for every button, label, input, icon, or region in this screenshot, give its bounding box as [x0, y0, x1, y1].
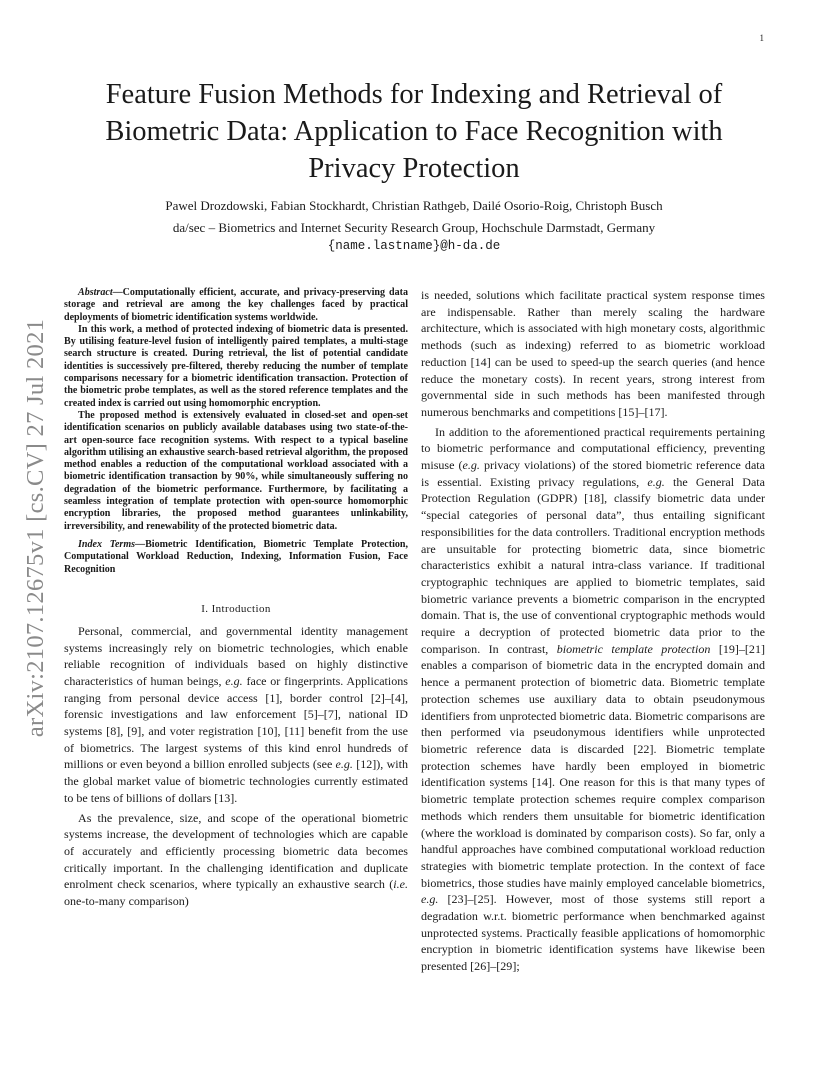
abstract-label: Abstract — [78, 287, 113, 298]
arxiv-identifier-text: arXiv:2107.12675v1 [cs.CV] 27 Jul 2021 — [22, 318, 49, 738]
intro-paragraph-1: Personal, commercial, and governmental identity management systems increasingly rely on biometric technologies, which enable reliable recognition of individuals based on highly distinctive characteristics of human beings, e.g. face or fingerprints. Applications ranging from personal device access [1], border control [2]–[4], forensic investigations and law enforcement [5]–[7], national ID systems [8], [9], and voter registration [10], [11] benefit from the use of biometrics. The largest systems of this kind enrol hundreds of millions or even beyond a billion enrolled subjects (see e.g. [12]), with the global market value of biometric technologies currently estimated to be tens of billions of dollars [13]. — [64, 623, 408, 805]
right-column — [421, 287, 765, 975]
index-terms-label: Index Terms — [78, 538, 136, 550]
author-list: Pawel Drozdowski, Fabian Stockhardt, Christian Rathgeb, Dailé Osorio-Roig, Christoph Busch — [165, 198, 663, 213]
intro-paragraph-2-continued: is needed, solutions which facilitate practical system response times are indispensable. Rather than merely scaling the hardware architecture, which is associated with high monetary costs, algorithmic methods (such as indexing) referred to as biometric workload reduction [14] can be used to speed-up the search queries (and hence reduce the monetary costs). In recent years, strong interest from governmental side in such methods has been manifested through numerous benchmarks and competitions [15]–[17]. — [421, 288, 765, 419]
section-heading-introduction: I. Introduction — [201, 602, 271, 615]
intro-paragraph-2: As the prevalence, size, and scope of the operational biometric systems increase, the development of technologies which are capable of accurately and efficiently processing biometric data becomes critically important. In the challenging identification and duplicate enrolment check scenarios, where typically an exhaustive search (i.e. one-to-many comparison) — [64, 810, 408, 909]
index-terms: Index Terms—Biometric Identification, Biometric Template Protection, Computational Workload Reduction, Indexing, Information Fusion, Face Recognition — [64, 538, 408, 575]
affiliation: da/sec – Biometrics and Internet Security Research Group, Hochschule Darmstadt, Germany — [172, 220, 656, 235]
abstract-paragraph-1: Abstract—Computationally efficient, accurate, and privacy-preserving data storage and retrieval are among the key challenges faced by practical deployments of biometric identification systems worldwide. — [64, 287, 408, 323]
intro-paragraph-3: In addition to the aforementioned practical requirements pertaining to biometric performance and computational efficiency, preventing misuse (e.g. privacy violations) of the stored biometric reference data is essential. Existing privacy regulations, e.g. the General Data Protection Regulation (GDPR) [18], classify biometric data under “special categories of personal data”, thus entailing significant responsibilities for the data controllers. Traditional encryption methods are unsuitable for protecting biometric data, since biometric characteristics exhibit a natural intra-class variance. If traditional cryptographic techniques are applied to biometric templates, said biometric variance prevents a biometric comparison in the encrypted domain. That is, the use of conventional cryptographic methods would require a decryption of protected biometric data prior to the comparison. In contrast, biometric template protection [19]–[21] enables a comparison of biometric data in the encrypted domain and hence a permanent protection of biometric data. Biometric template protection schemes use auxiliary data to obtain pseudonymous identifiers from unprotected biometric data. Biometric comparisons are then performed via pseudonymous identifiers while unprotected biometric reference data is discarded [22]. Biometric template protection schemes have hardly been employed in biometric identification systems [14]. One reason for this is that many types of biometric template protection schemes require complex comparison methods which renders them unsuitable for biometric identification (where the workload is dominated by comparison costs). So far, only a handful approaches have combined computational workload reduction strategies with biometric template protection. In the context of face biometrics, those studies have mainly employed cancelable biometrics, e.g. [23]–[25]. However, most of those systems still report a degradation w.r.t. biometric performance when benchmarked against unprotected systems. Practically feasible applications of homomorphic encryption in biometric identification systems have likewise been presented [26]–[29]; — [421, 424, 765, 974]
contact-email: {name.lastname}@h-da.de — [327, 239, 501, 253]
abstract-paragraph-3: The proposed method is extensively evaluated in closed-set and open-set identification scenarios on publicly available databases using two state-of-the-art open-source face recognition systems. With respect to a typical baseline algorithm utilising an exhaustive search-based retrieval algorithm, the proposed method enables a reduction of the computational workload associated with a biometric identification transaction by 90%, while simultaneously suffering no degradation of the biometric performance. Furthermore, by facilitating a seamless integration of template protection with open-source homomorphic encryption libraries, the proposed method guarantees unlinkability, irreversibility, and renewability of the protected biometric data. — [64, 409, 408, 532]
page-number: 1 — [759, 33, 764, 43]
left-column — [64, 287, 408, 910]
abstract-paragraph-2: In this work, a method of protected indexing of biometric data is presented. By utilising feature-level fusion of intelligently paired templates, a multi-stage search structure is created. During retrieval, the list of potential candidate identities is successively pre-filtered, thereby reducing the number of template comparisons necessary for a biometric identification transaction. Protection of the biometric probe templates, as well as the stored reference templates and the created index is carried out using homomorphic encryption. — [64, 323, 408, 409]
arxiv-identifier-stamp[interactable] — [20, 296, 52, 760]
paper-title: Feature Fusion Methods for Indexing and Retrieval of Biometric Data: Application to Face Recognition with Privacy Protection — [105, 79, 723, 184]
